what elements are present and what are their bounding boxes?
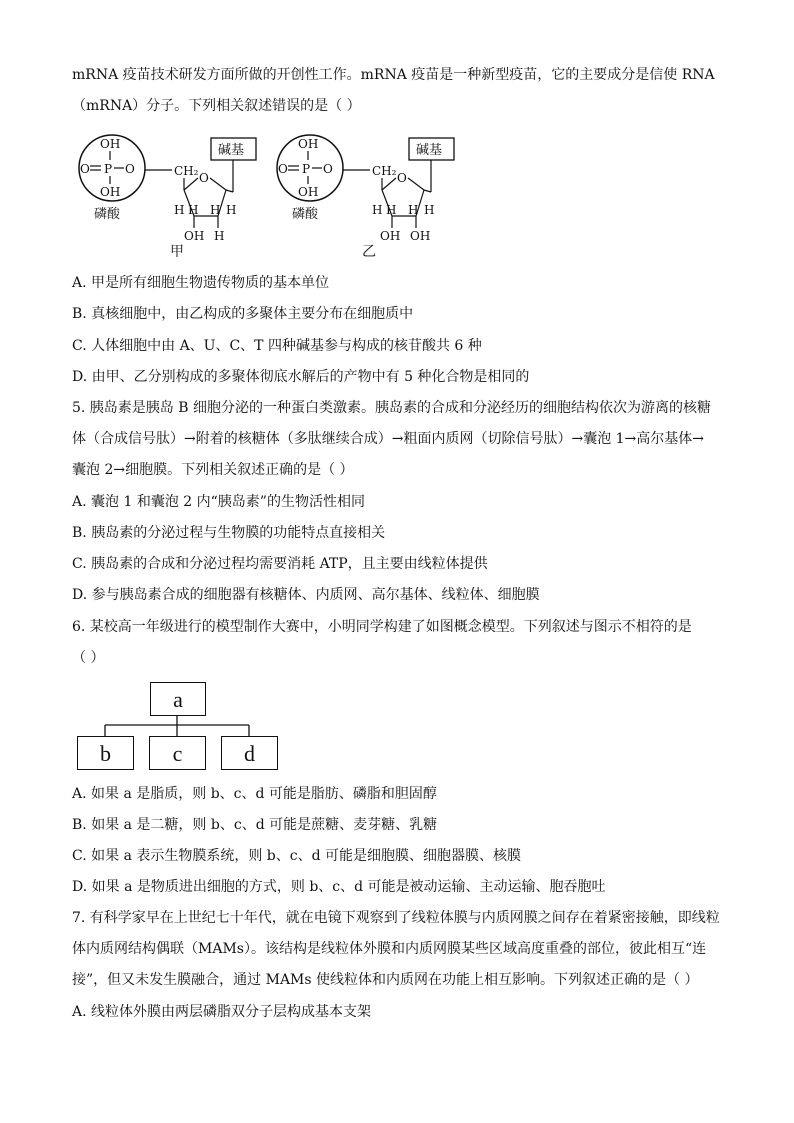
phosphate-o-right: O — [323, 162, 333, 176]
oh-c2: OH — [410, 229, 431, 243]
phosphate-label: 磷酸 — [292, 207, 319, 222]
phosphate-oh-bottom: OH — [298, 185, 319, 199]
q7-stem-line3: 接”，但又未发生膜融合，通过 MAMs 使线粒体和内质网在功能上相互影响。下列叙述正确的是（ ） — [72, 972, 699, 988]
oh-c3: OH — [184, 229, 205, 243]
concept-box-b: b — [77, 736, 134, 770]
q5-option-c: C. 胰岛素的合成和分泌过程均需要消耗 ATP，且主要由线粒体提供 — [72, 556, 488, 572]
concept-box-c: c — [149, 736, 206, 770]
q5-stem-line2: 体（合成信号肽）→附着的核糖体（多肽继续合成）→粗面内质网（切除信号肽）→囊泡 1→高尔基体→ — [72, 431, 705, 447]
ring-o: O — [199, 171, 209, 185]
q5-option-a: A. 囊泡 1 和囊泡 2 内“胰岛素”的生物活性相同 — [72, 494, 365, 510]
oh-c3: OH — [380, 229, 401, 243]
q4-stem-line2: （mRNA）分子。下列相关叙述错误的是（ ） — [72, 98, 361, 114]
label-yi: 乙 — [362, 244, 376, 260]
h-c1: H — [372, 203, 383, 217]
ch2-label: CH₂ — [174, 164, 199, 178]
h-c4: H — [424, 203, 435, 217]
phosphate-o-right: O — [125, 162, 135, 176]
q6-option-c: C. 如果 a 表示生物膜系统，则 b、c、d 可能是细胞膜、细胞器膜、核膜 — [72, 848, 522, 864]
q7-stem-line2: 体内质网结构偶联（MAMs）。该结构是线粒体外膜和内质网膜某些区域高度重叠的部位，彼此相互“连 — [72, 941, 707, 957]
q4-stem-line1: mRNA 疫苗技术研发方面所做的开创性工作。mRNA 疫苗是一种新型疫苗，它的主要成分是信使 RNA — [72, 67, 715, 83]
h-c2: H — [188, 203, 199, 217]
q4-option-c: C. 人体细胞中由 A、U、C、T 四种碱基参与构成的核苷酸共 6 种 — [72, 338, 482, 354]
q6-option-d: D. 如果 a 是物质进出细胞的方式，则 b、c、d 可能是被动运输、主动运输、胞吞胞吐 — [72, 879, 606, 895]
q7-stem-line1: 7. 有科学家早在上世纪七十年代，就在电镜下观察到了线粒体膜与内质网膜之间存在着紧密接触，即线粒 — [72, 910, 720, 926]
q4-option-d: D. 由甲、乙分别构成的多聚体彻底水解后的产物中有 5 种化合物是相同的 — [72, 369, 530, 385]
q4-option-a: A. 甲是所有细胞生物遗传物质的基本单位 — [72, 275, 330, 291]
h-c3: H — [408, 203, 419, 217]
h-c2-bottom: H — [214, 229, 225, 243]
phosphate-oh-top: OH — [100, 137, 121, 151]
q5-option-b: B. 胰岛素的分泌过程与生物膜的功能特点直接相关 — [72, 525, 386, 541]
q5-stem-line3: 囊泡 2→细胞膜。下列相关叙述正确的是（ ） — [72, 462, 354, 478]
phosphate-o: O — [80, 162, 90, 176]
phosphate-p: P — [302, 162, 311, 176]
q4-option-b: B. 真核细胞中，由乙构成的多聚体主要分布在细胞质中 — [72, 306, 414, 322]
concept-box-d: d — [221, 736, 278, 770]
q6-stem-line1: 6. 某校高一年级进行的模型制作大赛中，小明同学构建了如图概念模型。下列叙述与图示不相符的是 — [72, 619, 692, 635]
q6-option-a: A. 如果 a 是脂质，则 b、c、d 可能是脂肪、磷脂和胆固醇 — [72, 786, 437, 802]
ch2-label: CH₂ — [372, 164, 397, 178]
q6-option-b: B. 如果 a 是二糖，则 b、c、d 可能是蔗糖、麦芽糖、乳糖 — [72, 817, 438, 833]
h-c3: H — [210, 203, 221, 217]
phosphate-oh-top: OH — [298, 137, 319, 151]
ring-o: O — [397, 171, 407, 185]
h-c1: H — [174, 203, 185, 217]
q7-option-a: A. 线粒体外膜由两层磷脂双分子层构成基本支架 — [72, 1004, 372, 1020]
label-jia: 甲 — [170, 244, 184, 260]
h-c2: H — [386, 203, 397, 217]
base-label: 碱基 — [416, 143, 443, 158]
q5-option-d: D. 参与胰岛素合成的细胞器有核糖体、内质网、高尔基体、线粒体、细胞膜 — [72, 587, 540, 603]
q5-stem-line1: 5. 胰岛素是胰岛 B 细胞分泌的一种蛋白类激素。胰岛素的合成和分泌经历的细胞结构依次为游离的核糖 — [72, 400, 711, 416]
phosphate-oh-bottom: OH — [100, 185, 121, 199]
phosphate-p: P — [104, 162, 113, 176]
q6-stem-line2: （ ） — [72, 650, 105, 666]
base-label: 碱基 — [218, 143, 245, 158]
h-c4: H — [226, 203, 237, 217]
concept-box-a: a — [150, 682, 206, 716]
phosphate-o: O — [278, 162, 288, 176]
phosphate-label: 磷酸 — [94, 207, 121, 222]
